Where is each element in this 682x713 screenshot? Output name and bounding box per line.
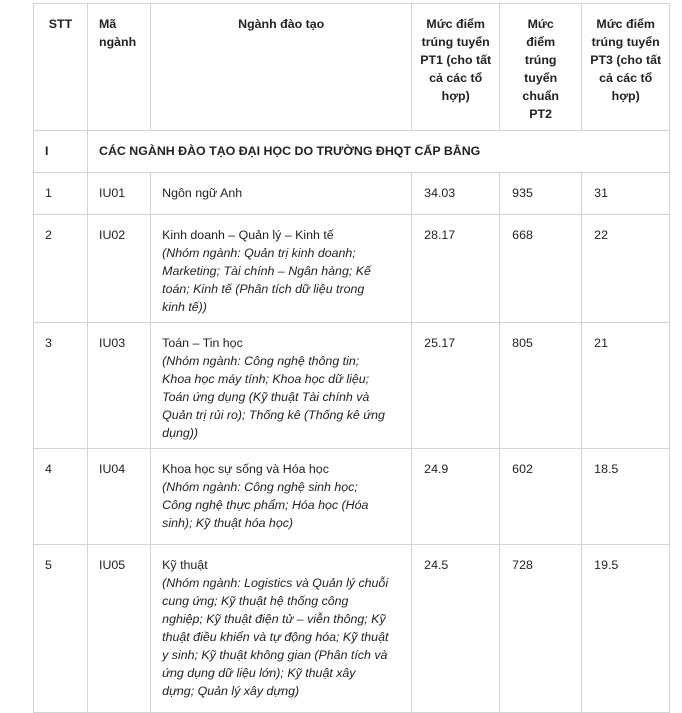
row-nganh [151, 173, 412, 215]
row-pt3: 18.5 [582, 449, 670, 545]
row-pt2: 935 [500, 173, 582, 215]
header-ma-nganh: Mã ngành [88, 4, 151, 131]
row-pt3: 31 [582, 173, 670, 215]
row-stt: 1 [34, 173, 88, 215]
admission-score-table [33, 3, 670, 713]
row-ma-nganh: IU04 [88, 449, 151, 545]
row-nganh-name: Toán – Tin học [162, 336, 243, 350]
row-nganh-note: (Nhóm ngành: Logistics và Quản lý chuỗi cung ứng; Kỹ thuật hệ thống công nghiệp; Kỹ thuật điện tử – viễn thông; Kỹ thuật điều khiển và tự động hóa; Kỹ thuật y sinh; Kỹ thuật không gian (Phân tích và ứng dụng dữ liệu lớn); Kỹ thuật xây dựng; Quản lý xây dựng) [162, 576, 389, 698]
table-row [34, 323, 670, 449]
row-pt2: 805 [500, 323, 582, 449]
row-stt: 2 [34, 215, 88, 323]
row-nganh-name: Khoa học sự sống và Hóa học [162, 462, 329, 476]
row-ma-nganh: IU05 [88, 545, 151, 713]
row-nganh-note: (Nhóm ngành: Công nghệ sinh học; Công nghệ thực phẩm; Hóa học (Hóa sinh); Kỹ thuật hóa học) [162, 480, 369, 530]
row-stt: 5 [34, 545, 88, 713]
row-stt: 4 [34, 449, 88, 545]
row-pt2: 728 [500, 545, 582, 713]
row-pt3: 21 [582, 323, 670, 449]
header-stt: STT [34, 4, 88, 131]
row-nganh-name: Ngôn ngữ Anh [162, 186, 243, 200]
row-pt1: 25.17 [412, 323, 500, 449]
row-nganh [151, 215, 412, 323]
section-row [34, 131, 670, 173]
row-ma-nganh: IU03 [88, 323, 151, 449]
header-pt2: Mức điểm trúng tuyển chuẩn PT2 [500, 4, 582, 131]
table-row [34, 215, 670, 323]
table-row [34, 173, 670, 215]
table-row [34, 545, 670, 713]
row-pt1: 34.03 [412, 173, 500, 215]
row-pt2: 668 [500, 215, 582, 323]
row-nganh-name: Kinh doanh – Quản lý – Kinh tế [162, 228, 334, 242]
section-title: CÁC NGÀNH ĐÀO TẠO ĐẠI HỌC DO TRƯỜNG ĐHQT CẤP BẰNG [88, 131, 670, 173]
row-pt1: 28.17 [412, 215, 500, 323]
row-stt: 3 [34, 323, 88, 449]
row-ma-nganh: IU01 [88, 173, 151, 215]
row-pt2: 602 [500, 449, 582, 545]
row-nganh-name: Kỹ thuật [162, 558, 208, 572]
row-nganh-note: (Nhóm ngành: Quản trị kinh doanh; Marketing; Tài chính – Ngân hàng; Kế toán; Kinh tế (Phân tích dữ liệu trong kinh tế)) [162, 246, 371, 314]
header-pt3: Mức điểm trúng tuyển PT3 (cho tất cả các tổ hợp) [582, 4, 670, 131]
table-row [34, 449, 670, 545]
row-nganh [151, 545, 412, 713]
row-nganh [151, 323, 412, 449]
row-pt1: 24.5 [412, 545, 500, 713]
row-nganh-note: (Nhóm ngành: Công nghệ thông tin; Khoa học máy tính; Khoa học dữ liệu; Toán ứng dụng (Kỹ thuật Tài chính và Quản trị rủi ro); Thống kê (Thống kê ứng dụng)) [162, 354, 385, 440]
section-numeral: I [34, 131, 88, 173]
header-nganh-dao-tao: Ngành đào tạo [151, 4, 412, 131]
header-pt1: Mức điểm trúng tuyển PT1 (cho tất cả các tổ hợp) [412, 4, 500, 131]
row-nganh [151, 449, 412, 545]
row-ma-nganh: IU02 [88, 215, 151, 323]
row-pt1: 24.9 [412, 449, 500, 545]
row-pt3: 19.5 [582, 545, 670, 713]
row-pt3: 22 [582, 215, 670, 323]
table-header-row [34, 4, 670, 131]
